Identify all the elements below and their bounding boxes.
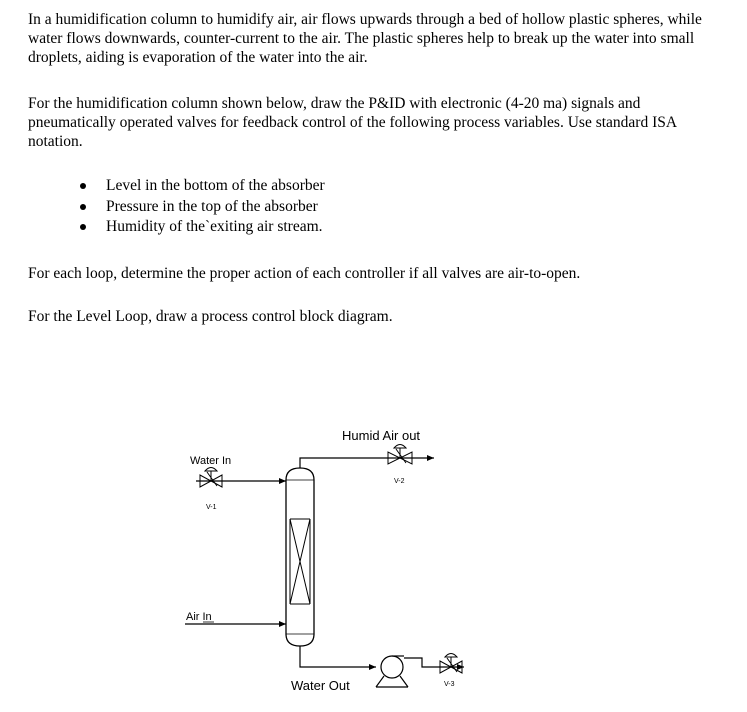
valve-v3-label: V-3	[444, 681, 455, 688]
valve-v1-icon	[200, 468, 222, 488]
block-diagram-paragraph: For the Level Loop, draw a process control block diagram.	[28, 308, 393, 325]
list-item: Humidity of theˋexiting air stream.	[80, 217, 325, 238]
list-item: Pressure in the top of the absorber	[80, 197, 325, 218]
intro-paragraph: In a humidification column to humidify air, air flows upwards through a bed of hollow plastic spheres, while water flows downwards, counter-current to the air. The plastic spheres help to break up the water into small droplets, aiding is evaporation of the water into the air.	[28, 11, 702, 66]
air-in-label: Air In	[186, 611, 212, 623]
pump-icon	[376, 656, 408, 687]
valve-v1-label: V-1	[206, 504, 217, 511]
controller-action-paragraph: For each loop, determine the proper action of each controller if all valves are air-to-open.	[28, 265, 581, 282]
valve-v2-icon	[388, 445, 412, 465]
task-paragraph: For the humidification column shown below, draw the P&ID with electronic (4-20 ma) signals and pneumatically operated valves for feedback control of the following process variables. Use standard ISA notation.	[28, 95, 677, 150]
water-in-label: Water In	[190, 455, 232, 467]
water-out-label: Water Out	[291, 678, 350, 693]
packed-bed	[290, 519, 310, 604]
list-item: Level in the bottom of the absorber	[80, 176, 325, 197]
humid-air-out-label: Humid Air out	[342, 428, 421, 443]
humidification-column	[286, 468, 314, 646]
valve-v2-label: V-2	[394, 478, 405, 485]
valve-v3-icon	[440, 654, 462, 674]
humid-air-out-line	[300, 458, 434, 468]
